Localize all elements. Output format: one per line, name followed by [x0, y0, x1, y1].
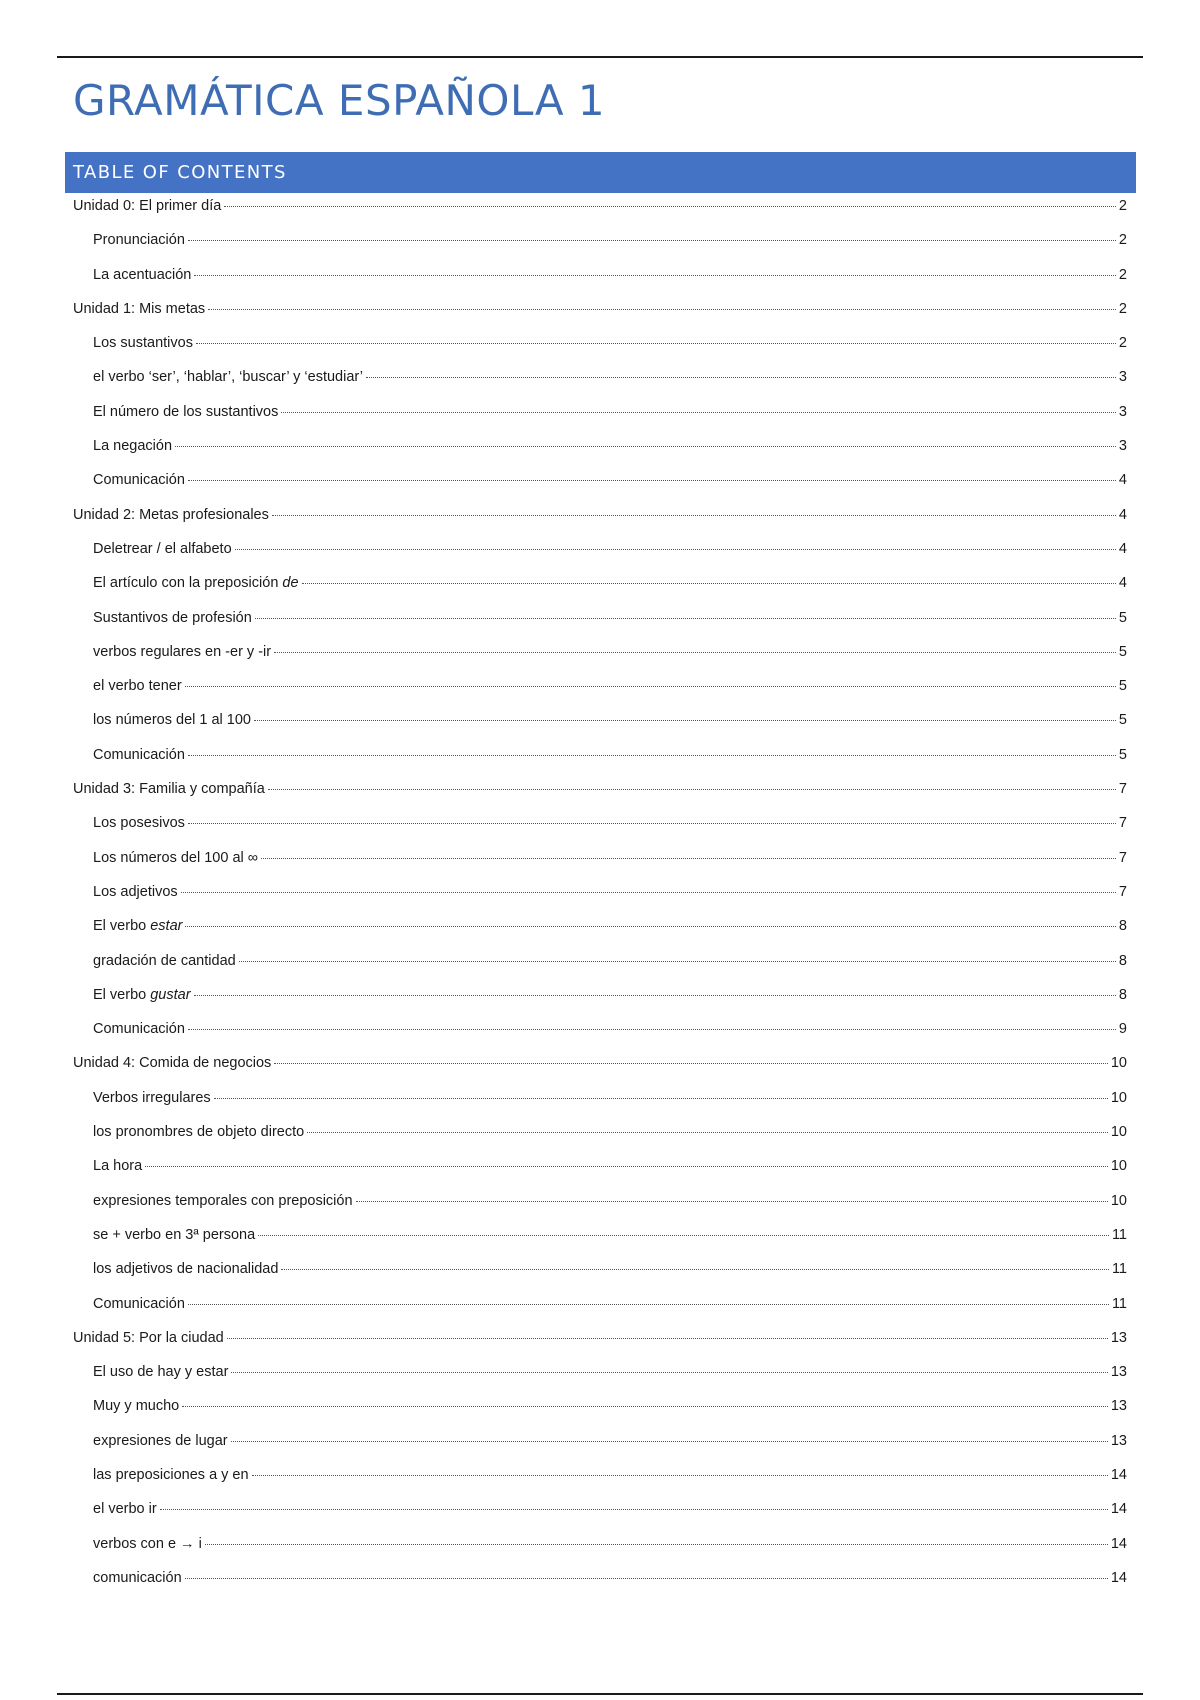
toc-entry-topic[interactable] [73, 472, 1127, 506]
toc-entry-topic[interactable] [73, 1570, 1127, 1604]
toc-entry-topic[interactable] [73, 987, 1127, 1021]
toc-entry-label [73, 507, 269, 523]
toc-entry-topic[interactable] [73, 1261, 1127, 1295]
toc-entry-page-number: 2 [1118, 266, 1127, 283]
top-rule [57, 56, 1143, 58]
toc-entry-label [93, 541, 232, 557]
toc-dot-leader [194, 995, 1116, 996]
toc-entry-label-part: El verbo [93, 986, 151, 1003]
toc-dot-leader [274, 1063, 1108, 1064]
toc-entry-label-part: Comunicación [93, 1295, 185, 1312]
toc-entry-label [93, 678, 182, 694]
toc-entry-label [93, 918, 182, 934]
toc-entry-topic[interactable] [73, 267, 1127, 301]
toc-dot-leader [231, 1372, 1107, 1373]
toc-entry-page-number: 14 [1110, 1569, 1127, 1586]
bottom-rule [57, 1693, 1143, 1695]
toc-entry-topic[interactable] [73, 1433, 1127, 1467]
toc-entry-label [93, 1158, 142, 1174]
toc-entry-label [93, 1296, 185, 1312]
toc-dot-leader [252, 1475, 1108, 1476]
toc-entry-page-number: 11 [1111, 1261, 1127, 1278]
toc-entry-unit[interactable] [73, 1330, 1127, 1364]
toc-entry-label [93, 369, 363, 385]
toc-entry-label-part: Comunicación [93, 472, 185, 489]
toc-entry-label [93, 404, 278, 420]
toc-dot-leader [205, 1544, 1108, 1545]
toc-entry-label-part: Unidad 5: Por la ciudad [73, 1329, 224, 1346]
toc-entry-label-part: el verbo ir [93, 1501, 157, 1518]
toc-entry-page-number: 3 [1118, 403, 1127, 420]
toc-list [73, 198, 1127, 1604]
toc-dot-leader [185, 686, 1116, 687]
toc-entry-topic[interactable] [73, 1227, 1127, 1261]
toc-dot-leader [366, 377, 1116, 378]
toc-entry-label-part: Comunicación [93, 1021, 185, 1038]
toc-entry-label-part: los adjetivos de nacionalidad [93, 1261, 279, 1278]
toc-entry-label [93, 1261, 278, 1277]
toc-entry-label [73, 301, 205, 317]
toc-entry-unit[interactable] [73, 198, 1127, 232]
toc-entry-label-part: Pronunciación [93, 232, 185, 249]
document-title: GRAMÁTICA ESPAÑOLA 1 [73, 76, 606, 125]
toc-entry-topic[interactable] [73, 1124, 1127, 1158]
toc-dot-leader [175, 446, 1116, 447]
toc-entry-page-number: 10 [1110, 1055, 1127, 1072]
toc-entry-page-number: 10 [1110, 1192, 1127, 1209]
toc-entry-label [93, 747, 185, 763]
toc-dot-leader [227, 1338, 1108, 1339]
toc-entry-page-number: 7 [1118, 849, 1127, 866]
toc-entry-label-part: estar [150, 918, 183, 935]
toc-entry-page-number: 9 [1118, 1021, 1127, 1038]
toc-entry-label-part: Unidad 3: Familia y compañía [73, 781, 265, 798]
toc-entry-page-number: 7 [1118, 883, 1127, 900]
toc-entry-label [93, 1398, 179, 1414]
toc-dot-leader [268, 789, 1116, 790]
toc-entry-label [93, 1467, 249, 1483]
toc-entry-topic[interactable] [73, 1501, 1127, 1535]
toc-dot-leader [231, 1441, 1108, 1442]
toc-entry-label-part: comunicación [93, 1569, 182, 1586]
toc-entry-topic[interactable] [73, 541, 1127, 575]
toc-entry-label-part: Muy y mucho [93, 1398, 180, 1415]
toc-dot-leader [302, 583, 1116, 584]
toc-dot-leader [274, 652, 1116, 653]
toc-entry-topic[interactable] [73, 1158, 1127, 1192]
toc-dot-leader [188, 1029, 1116, 1030]
toc-entry-label [73, 1055, 271, 1071]
toc-entry-label-part: Deletrear / el alfabeto [93, 540, 232, 557]
toc-entry-label [93, 953, 236, 969]
toc-entry-label-part: los pronombres de objeto directo [93, 1124, 305, 1141]
toc-entry-page-number: 5 [1118, 678, 1127, 695]
toc-entry-page-number: 2 [1118, 198, 1127, 214]
toc-entry-page-number: 3 [1118, 438, 1127, 455]
toc-entry-topic[interactable] [73, 678, 1127, 712]
toc-dot-leader [258, 1235, 1109, 1236]
toc-entry-label [73, 1330, 224, 1346]
toc-entry-label [93, 815, 185, 831]
toc-dot-leader [188, 823, 1116, 824]
toc-entry-page-number: 2 [1118, 300, 1127, 317]
toc-entry-label [93, 1433, 228, 1449]
toc-entry-label [93, 335, 193, 351]
toc-entry-label-part: Los números del 100 al ∞ [93, 849, 259, 866]
toc-entry-label [93, 987, 191, 1003]
toc-dot-leader [196, 343, 1116, 344]
toc-entry-label-part: expresiones temporales con preposición [93, 1192, 353, 1209]
toc-entry-label-part: el verbo ‘ser’, ‘hablar’, ‘buscar’ y ‘estudiar’ [93, 369, 363, 386]
toc-dot-leader [208, 309, 1116, 310]
toc-entry-label-part: las preposiciones a y en [93, 1466, 249, 1483]
toc-entry-label-part: verbos con e → i [93, 1535, 202, 1552]
toc-entry-label [93, 575, 299, 591]
toc-entry-topic[interactable] [73, 575, 1127, 609]
toc-entry-label-part: Unidad 1: Mis metas [73, 300, 206, 317]
toc-entry-topic[interactable] [73, 1296, 1127, 1330]
toc-entry-unit[interactable] [73, 1055, 1127, 1089]
toc-entry-page-number: 2 [1118, 335, 1127, 352]
toc-entry-label-part: El número de los sustantivos [93, 403, 279, 420]
toc-entry-label-part: Los posesivos [93, 815, 185, 832]
toc-entry-page-number: 10 [1110, 1124, 1127, 1141]
toc-entry-page-number: 5 [1118, 746, 1127, 763]
toc-entry-page-number: 14 [1110, 1466, 1127, 1483]
toc-entry-page-number: 13 [1110, 1364, 1127, 1381]
toc-heading-bar [65, 152, 1136, 193]
toc-dot-leader [235, 549, 1116, 550]
toc-entry-page-number: 13 [1110, 1398, 1127, 1415]
toc-entry-page-number: 2 [1118, 232, 1127, 249]
toc-entry-label-part: los números del 1 al 100 [93, 712, 251, 729]
toc-entry-topic[interactable] [73, 712, 1127, 746]
toc-entry-page-number: 4 [1118, 472, 1127, 489]
toc-entry-page-number: 10 [1110, 1158, 1127, 1175]
toc-entry-topic[interactable] [73, 610, 1127, 644]
toc-entry-page-number: 11 [1111, 1295, 1127, 1312]
toc-entry-page-number: 4 [1118, 506, 1127, 523]
toc-entry-label-part: El artículo con la preposición [93, 575, 283, 592]
toc-entry-label-part: el verbo tener [93, 678, 182, 695]
toc-entry-label-part: La hora [93, 1158, 143, 1175]
toc-dot-leader [188, 1304, 1109, 1305]
toc-entry-label-part: Los sustantivos [93, 335, 193, 352]
toc-entry-label-part: Comunicación [93, 746, 185, 763]
toc-entry-label-part: La acentuación [93, 266, 192, 283]
toc-entry-page-number: 5 [1118, 643, 1127, 660]
toc-entry-label-part: de [282, 575, 299, 592]
toc-entry-label [93, 1227, 255, 1243]
toc-entry-label [73, 781, 265, 797]
toc-entry-label [93, 644, 271, 660]
toc-dot-leader [188, 755, 1116, 756]
toc-dot-leader [145, 1166, 1108, 1167]
toc-entry-page-number: 5 [1118, 712, 1127, 729]
toc-dot-leader [181, 892, 1116, 893]
toc-entry-page-number: 14 [1110, 1501, 1127, 1518]
toc-entry-label [93, 884, 178, 900]
toc-entry-label [93, 438, 172, 454]
toc-dot-leader [281, 1269, 1109, 1270]
toc-entry-label-part: El uso de hay y estar [93, 1364, 229, 1381]
toc-dot-leader [188, 240, 1116, 241]
toc-entry-page-number: 5 [1118, 609, 1127, 626]
toc-heading: TABLE OF CONTENTS [73, 162, 287, 183]
toc-entry-label-part: gustar [150, 986, 191, 1003]
toc-entry-page-number: 3 [1118, 369, 1127, 386]
toc-entry-topic[interactable] [73, 644, 1127, 678]
toc-entry-label-part: Verbos irregulares [93, 1089, 211, 1106]
toc-entry-page-number: 13 [1110, 1432, 1127, 1449]
toc-entry-page-number: 8 [1118, 986, 1127, 1003]
toc-entry-label [73, 198, 221, 214]
toc-dot-leader [182, 1406, 1108, 1407]
toc-entry-label [93, 1090, 211, 1106]
toc-entry-label [93, 1536, 202, 1552]
toc-entry-topic[interactable] [73, 1467, 1127, 1501]
toc-entry-label-part: Unidad 4: Comida de negocios [73, 1055, 272, 1072]
toc-dot-leader [254, 720, 1116, 721]
toc-entry-label [93, 472, 185, 488]
toc-dot-leader [185, 926, 1115, 927]
toc-entry-unit[interactable] [73, 781, 1127, 815]
toc-entry-label [93, 232, 185, 248]
toc-entry-topic[interactable] [73, 1021, 1127, 1055]
toc-entry-label-part: Unidad 0: El primer día [73, 198, 222, 214]
toc-dot-leader [261, 858, 1116, 859]
toc-entry-label-part: Sustantivos de profesión [93, 609, 252, 626]
toc-entry-page-number: 14 [1110, 1535, 1127, 1552]
toc-entry-label-part: se + verbo en 3ª persona [93, 1226, 256, 1243]
toc-entry-topic[interactable] [73, 884, 1127, 918]
toc-entry-topic[interactable] [73, 404, 1127, 438]
toc-entry-topic[interactable] [73, 1193, 1127, 1227]
toc-entry-page-number: 7 [1118, 781, 1127, 798]
toc-entry-page-number: 11 [1111, 1226, 1127, 1243]
toc-entry-label [93, 1021, 185, 1037]
toc-entry-page-number: 7 [1118, 815, 1127, 832]
toc-entry-topic[interactable] [73, 1364, 1127, 1398]
toc-entry-label-part: El verbo [93, 918, 151, 935]
toc-entry-label-part: Unidad 2: Metas profesionales [73, 506, 269, 523]
toc-entry-page-number: 8 [1118, 918, 1127, 935]
toc-entry-topic[interactable] [73, 1398, 1127, 1432]
toc-entry-label [93, 1364, 228, 1380]
toc-entry-label [93, 712, 251, 728]
toc-entry-label-part: La negación [93, 438, 173, 455]
toc-entry-topic[interactable] [73, 850, 1127, 884]
toc-entry-label [93, 850, 258, 866]
toc-entry-label [93, 267, 191, 283]
toc-entry-topic[interactable] [73, 918, 1127, 952]
toc-dot-leader [160, 1509, 1108, 1510]
toc-dot-leader [255, 618, 1116, 619]
toc-entry-topic[interactable] [73, 232, 1127, 266]
toc-entry-label-part: expresiones de lugar [93, 1432, 228, 1449]
toc-entry-unit[interactable] [73, 507, 1127, 541]
toc-dot-leader [194, 275, 1116, 276]
toc-entry-label-part: gradación de cantidad [93, 952, 236, 969]
toc-entry-topic[interactable] [73, 369, 1127, 403]
toc-entry-topic[interactable] [73, 1090, 1127, 1124]
toc-entry-page-number: 13 [1110, 1329, 1127, 1346]
toc-entry-unit[interactable] [73, 301, 1127, 335]
toc-dot-leader [224, 206, 1116, 207]
toc-dot-leader [272, 515, 1116, 516]
toc-dot-leader [239, 961, 1116, 962]
toc-entry-topic[interactable] [73, 438, 1127, 472]
toc-entry-label [93, 1501, 157, 1517]
toc-entry-label [93, 1570, 182, 1586]
toc-entry-page-number: 4 [1118, 540, 1127, 557]
toc-dot-leader [188, 480, 1116, 481]
toc-entry-topic[interactable] [73, 335, 1127, 369]
toc-entry-topic[interactable] [73, 953, 1127, 987]
toc-entry-topic[interactable] [73, 815, 1127, 849]
toc-entry-page-number: 10 [1110, 1089, 1127, 1106]
toc-dot-leader [356, 1201, 1108, 1202]
toc-entry-label [93, 1124, 304, 1140]
toc-entry-label [93, 610, 252, 626]
toc-entry-page-number: 4 [1118, 575, 1127, 592]
toc-entry-topic[interactable] [73, 747, 1127, 781]
toc-dot-leader [214, 1098, 1108, 1099]
toc-dot-leader [307, 1132, 1108, 1133]
toc-dot-leader [281, 412, 1116, 413]
toc-entry-label [93, 1193, 353, 1209]
toc-entry-page-number: 8 [1118, 952, 1127, 969]
toc-entry-topic[interactable] [73, 1536, 1127, 1570]
toc-entry-label-part: Los adjetivos [93, 883, 178, 900]
toc-dot-leader [185, 1578, 1108, 1579]
toc-entry-label-part: verbos regulares en -er y -ir [93, 643, 272, 660]
